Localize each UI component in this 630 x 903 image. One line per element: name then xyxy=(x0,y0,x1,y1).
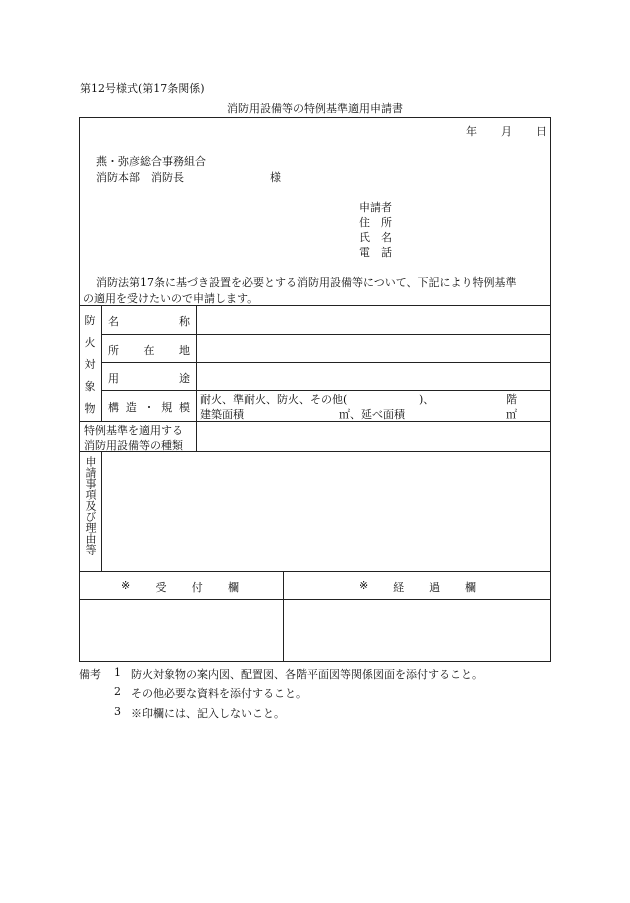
total-floor-area-label: 、延べ面積 xyxy=(350,408,405,421)
remark-2-number: 2 xyxy=(114,685,121,698)
building-area-label: 建築面積 xyxy=(200,408,244,421)
row-label-name: 名 称 xyxy=(108,315,190,328)
applicant-phone-label: 電 話 xyxy=(359,246,392,259)
form-number: 第12号様式(第17条関係) xyxy=(80,82,205,95)
applicant-label: 申請者 xyxy=(359,201,392,214)
remarks-label: 備考 xyxy=(79,668,101,681)
building-area-unit: ㎡ xyxy=(339,408,350,421)
floors-unit: 階 xyxy=(506,393,517,406)
special-standard-field[interactable] xyxy=(197,422,550,450)
row-label-structure: 構 造 ・ 規 模 xyxy=(108,401,190,414)
building-use-field[interactable] xyxy=(197,363,550,389)
building-section-label: 防 火 対 象 物 xyxy=(84,314,96,415)
applicant-name-label: 氏 名 xyxy=(359,231,392,244)
building-name-field[interactable] xyxy=(197,306,550,333)
form-title: 消防用設備等の特例基準適用申請書 xyxy=(227,102,403,115)
addressee-line2: 消防本部 消防長 xyxy=(96,171,184,184)
statement-line1: 消防法第17条に基づき設置を必要とする消防用設備等について、下記により特例基準 xyxy=(96,276,517,289)
application-reason-label: 申請事項及び理由等 xyxy=(84,456,97,555)
date-year: 年 xyxy=(466,125,477,138)
special-standard-label-line2: 消防用設備等の種類 xyxy=(84,439,183,452)
remark-3-text: ※印欄には、記入しないこと。 xyxy=(131,707,285,720)
date-day: 日 xyxy=(536,125,547,138)
structure-type-close: )、 xyxy=(419,393,435,406)
remark-3-number: 3 xyxy=(114,705,121,718)
building-location-field[interactable] xyxy=(197,335,550,361)
remark-1-text: 防火対象物の案内図、配置図、各階平面図等関係図面を添付すること。 xyxy=(131,668,483,681)
statement-line2: の適用を受けたいので申請します。 xyxy=(83,292,259,305)
addressee-honorific: 様 xyxy=(270,171,281,184)
date-month: 月 xyxy=(501,125,512,138)
row-label-use: 用 途 xyxy=(108,372,190,385)
special-standard-label-line1: 特例基準を適用する xyxy=(84,424,183,437)
row-label-location: 所 在 地 xyxy=(108,344,190,357)
addressee-line1: 燕・弥彦総合事務組合 xyxy=(96,155,206,168)
applicant-address-label: 住 所 xyxy=(359,216,392,229)
remark-2-text: その他必要な資料を添付すること。 xyxy=(131,687,307,700)
reception-column-header: ※ 受 付 欄 xyxy=(121,579,239,594)
total-floor-area-unit: ㎡ xyxy=(506,408,517,421)
progress-column-header: ※ 経 過 欄 xyxy=(359,579,476,594)
remark-1-number: 1 xyxy=(114,666,121,679)
structure-type-options: 耐火、準耐火、防火、その他( xyxy=(200,393,348,406)
application-reason-field[interactable] xyxy=(102,452,550,570)
